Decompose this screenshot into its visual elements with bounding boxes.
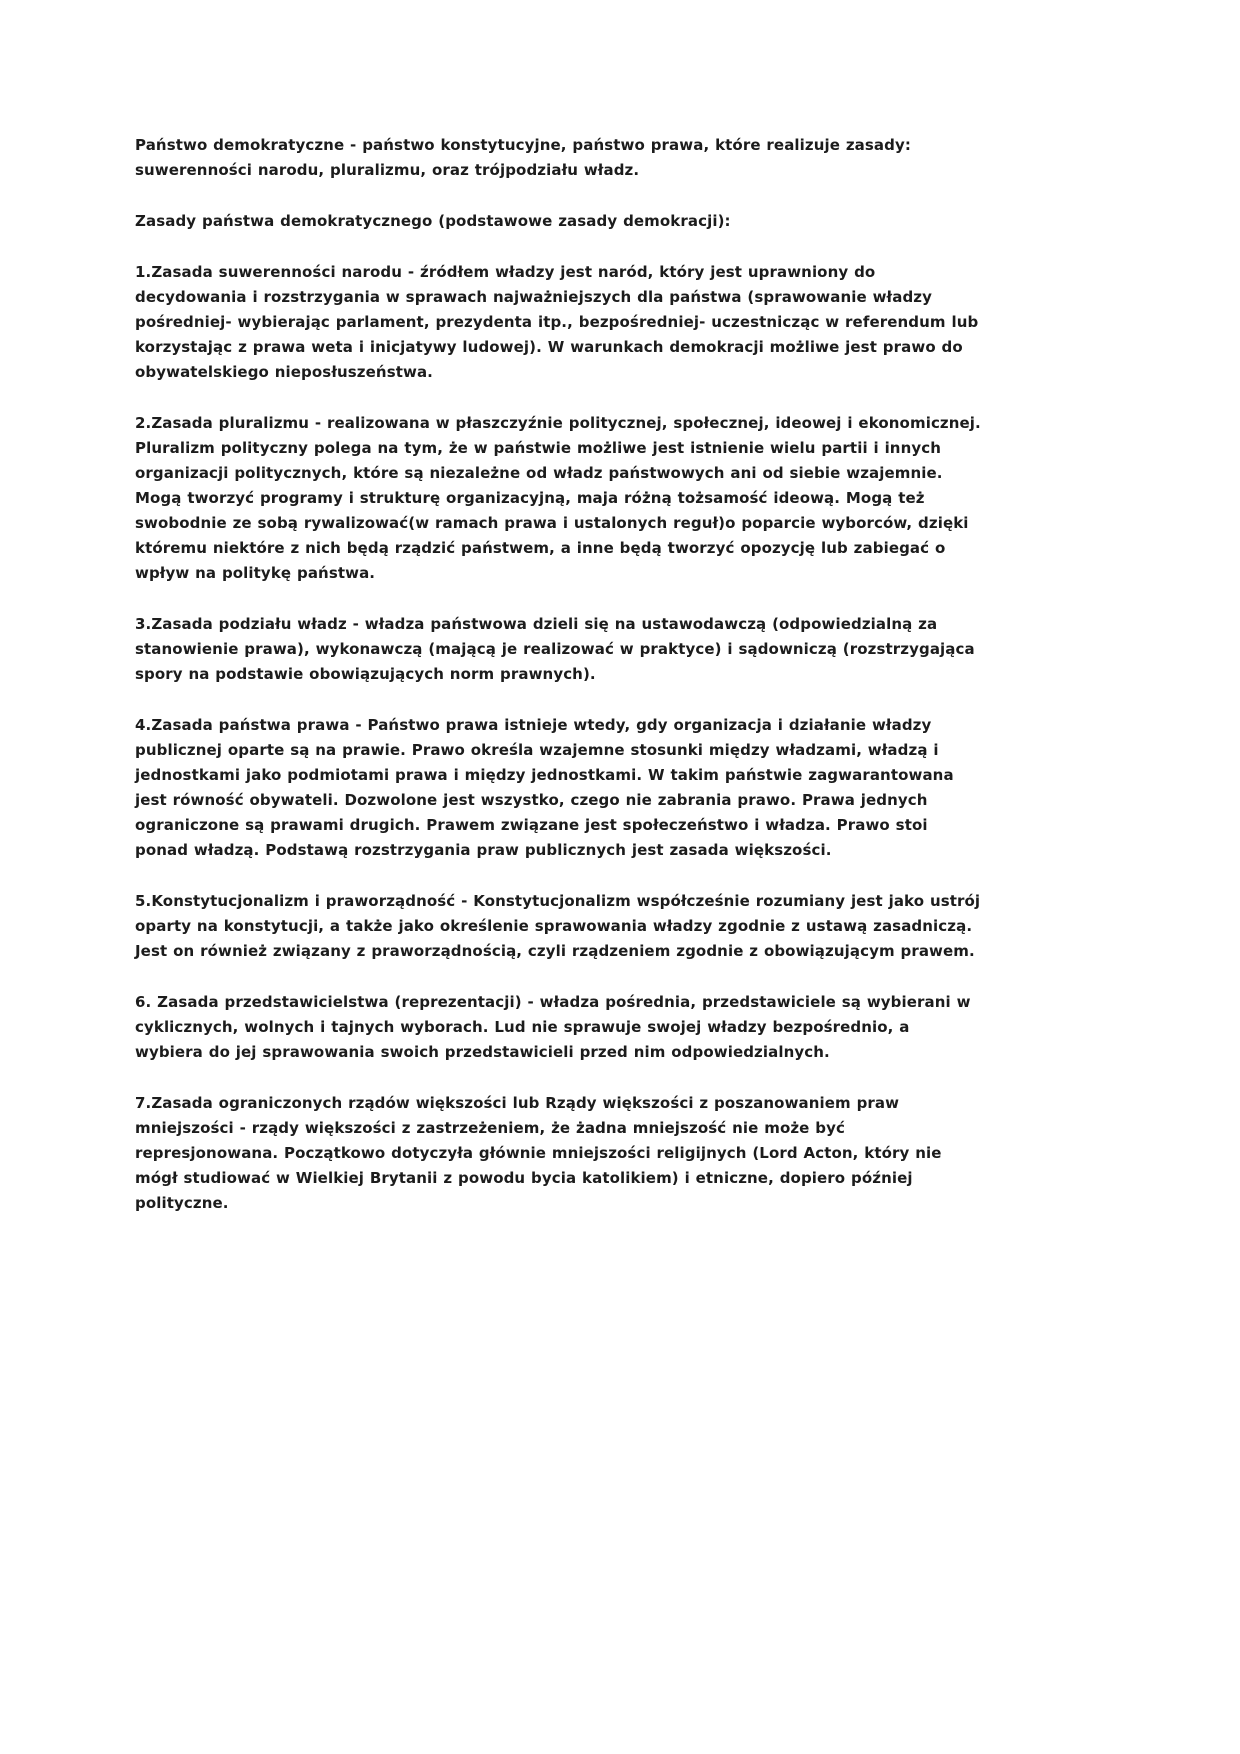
- principle-3-paragraph: 3.Zasada podziału władz - władza państwowa dzieli się na ustawodawczą (odpowiedzialną za stanowienie prawa), wykonawczą (mającą je realizować w praktyce) i sądowniczą (rozstrzygająca spory na podstawie obowiązujących norm prawnych).: [135, 615, 975, 683]
- principle-2-paragraph: 2.Zasada pluralizmu - realizowana w płaszczyźnie politycznej, społecznej, ideowej i ekonomicznej. Pluralizm polityczny polega na tym, że w państwie możliwe jest istnienie wielu partii i innych organizacji politycznych, które są niezależne od władz państwowych ani od siebie wzajemnie. Mogą tworzyć programy i strukturę organizacyjną, maja różną tożsamość ideową. Mogą też swobodnie ze sobą rywalizować(w ramach prawa i ustalonych reguł)o poparcie wyborców, dzięki któremu niektóre z nich będą rządzić państwem, a inne będą tworzyć opozycję lub zabiegać o wpływ na politykę państwa.: [135, 414, 981, 582]
- intro-paragraph: Państwo demokratyczne - państwo konstytucyjne, państwo prawa, które realizuje zasady: suwerenności narodu, pluralizmu, oraz trójpodziału władz.: [135, 136, 911, 179]
- principle-1-paragraph: 1.Zasada suwerenności narodu - źródłem władzy jest naród, który jest uprawniony do decydowania i rozstrzygania w sprawach najważniejszych dla państwa (sprawowanie władzy pośredniej- wybierając parlament, prezydenta itp., bezpośredniej- uczestnicząc w referendum lub korzystając z prawa weta i inicjatywy ludowej). W warunkach demokracji możliwe jest prawo do obywatelskiego nieposłuszeństwa.: [135, 263, 979, 381]
- section-heading: Zasady państwa demokratycznego (podstawowe zasady demokracji):: [135, 212, 731, 230]
- principle-7-paragraph: 7.Zasada ograniczonych rządów większości lub Rządy większości z poszanowaniem praw mniejszości - rządy większości z zastrzeżeniem, że żadna mniejszość nie może być represjonowana. Początkowo dotyczyła głównie mniejszości religijnych (Lord Acton, który nie mógł studiować w Wielkiej Brytanii z powodu bycia katolikiem) i etniczne, dopiero później polityczne.: [135, 1094, 942, 1212]
- principle-6-paragraph: 6. Zasada przedstawicielstwa (reprezentacji) - władza pośrednia, przedstawiciele są wybierani w cyklicznych, wolnych i tajnych wyborach. Lud nie sprawuje swojej władzy bezpośrednio, a wybiera do jej sprawowania swoich przedstawicieli przed nim odpowiedzialnych.: [135, 993, 971, 1061]
- principle-4-paragraph: 4.Zasada państwa prawa - Państwo prawa istnieje wtedy, gdy organizacja i działanie władzy publicznej oparte są na prawie. Prawo określa wzajemne stosunki między władzami, władzą i jednostkami jako podmiotami prawa i między jednostkami. W takim państwie zagwarantowana jest równość obywateli. Dozwolone jest wszystko, czego nie zabrania prawo. Prawa jednych ograniczone są prawami drugich. Prawem związane jest społeczeństwo i władza. Prawo stoi ponad władzą. Podstawą rozstrzygania praw publicznych jest zasada większości.: [135, 716, 954, 859]
- principle-5-paragraph: 5.Konstytucjonalizm i praworządność - Konstytucjonalizm współcześnie rozumiany jest jako ustrój oparty na konstytucji, a także jako określenie sprawowania władzy zgodnie z ustawą zasadniczą. Jest on również związany z praworządnością, czyli rządzeniem zgodnie z obowiązującym prawem.: [135, 892, 981, 960]
- document-body: [135, 133, 982, 1216]
